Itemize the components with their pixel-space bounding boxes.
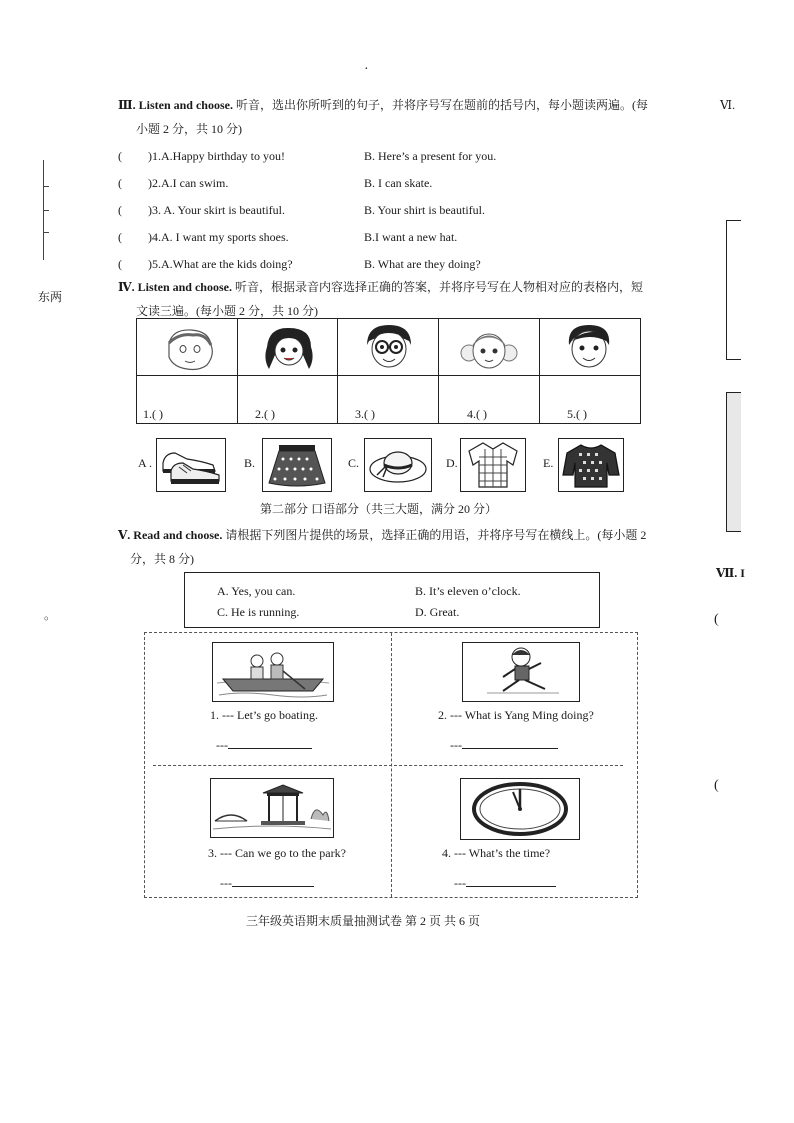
cropped-picture (726, 220, 741, 360)
answer-slot-3[interactable]: 3.( ) (355, 407, 375, 421)
faces-table (136, 318, 641, 424)
option-label-b: B. (244, 456, 256, 470)
running-boy-icon (463, 643, 579, 701)
choice-b: B. It’s eleven o’clock. (415, 584, 521, 598)
answer-slot-5[interactable]: 5.( ) (567, 407, 587, 421)
question-1: 1. --- Let’s go boating. (210, 708, 318, 722)
answer-line-1[interactable] (216, 736, 312, 753)
boating-icon (213, 643, 333, 701)
section3-title-line2: 小题 2 分，共 10 分) (136, 122, 242, 136)
option-a: )4.A. I want my sports shoes. (148, 230, 289, 244)
option-label-c: C. (348, 456, 360, 470)
section4-title-line2: 文读三遍。(每小题 2 分，共 10 分) (136, 304, 318, 318)
answer-paren[interactable]: ( (118, 257, 122, 271)
choices-box (184, 572, 600, 628)
option-b: B. I can skate. (364, 176, 433, 190)
boating-picture (212, 642, 334, 702)
sweater-icon (559, 439, 623, 491)
answer-prefix: --- (216, 738, 228, 752)
right-paren: ( (714, 778, 719, 793)
option-a: )1.A.Happy birthday to you! (148, 149, 285, 163)
option-a: )2.A.I can swim. (148, 176, 229, 190)
answer-slot-1[interactable]: 1.( ) (143, 407, 163, 421)
question-2: 2. --- What is Yang Ming doing? (438, 708, 594, 722)
answer-paren[interactable]: ( (118, 149, 122, 163)
choice-c: C. He is running. (217, 605, 300, 619)
section4-title (118, 278, 678, 295)
section4-title-en: Ⅳ. Listen and choose. (118, 280, 232, 294)
binding-tick (43, 232, 49, 233)
list-item (118, 203, 285, 218)
sports-shoes-icon (157, 439, 225, 491)
answer-prefix: --- (220, 876, 232, 890)
option-a: )3. A. Your skirt is beautiful. (148, 203, 286, 217)
answer-prefix: --- (450, 738, 462, 752)
answer-slot-2[interactable]: 2.( ) (255, 407, 275, 421)
option-b: B.I want a new hat. (364, 230, 458, 244)
question-3: 3. --- Can we go to the park? (208, 846, 346, 860)
answer-paren[interactable]: ( (118, 230, 122, 244)
answer-prefix: --- (454, 876, 466, 890)
boy-face-icon (559, 323, 619, 371)
margin-dot: 。 (44, 608, 57, 622)
list-item (118, 230, 289, 245)
part2-heading (260, 500, 497, 517)
section5-title (118, 526, 678, 543)
choice-d: D. Great. (415, 605, 460, 619)
option-label-a: A . (138, 456, 153, 470)
answer-line-4[interactable] (454, 874, 556, 891)
park-picture (210, 778, 334, 838)
answer-paren[interactable]: ( (118, 203, 122, 217)
top-dot: · (364, 62, 369, 77)
list-item (118, 149, 285, 164)
choice-a: A. Yes, you can. (217, 584, 296, 598)
section5-title-cn: 请根据下列图片提供的场景，选择正确的用语，并将序号写在横线上。(每小题 2 (222, 528, 647, 542)
skirt-icon (263, 439, 331, 491)
list-item (118, 176, 228, 191)
page-footer: 三年级英语期末质量抽测试卷 第 2 页 共 6 页 (246, 914, 481, 928)
part2-label: 第二部分 口语部分（共三大题，满分 20 分） (260, 502, 498, 516)
binding-tick (43, 210, 49, 211)
right-section-label: Ⅶ. I (716, 566, 745, 580)
option-label-d: D. (446, 456, 458, 470)
shirt-picture (460, 438, 526, 492)
section4-title-cn: 听音，根据录音内容选择正确的答案，并将序号写在人物相对应的表格内，短 (231, 280, 643, 294)
section5-title-line2: 分，共 8 分) (130, 552, 194, 566)
skirt-picture (262, 438, 332, 492)
answer-slot-4[interactable]: 4.( ) (467, 407, 487, 421)
sports-shoes-picture (156, 438, 226, 492)
girl-face-icon (259, 325, 319, 371)
option-b: B. Here’s a present for you. (364, 149, 497, 163)
right-paren: ( (714, 612, 719, 627)
boy-glasses-face-icon (359, 323, 419, 371)
hat-icon (365, 439, 431, 491)
sweater-picture (558, 438, 624, 492)
boy-face-icon (159, 325, 219, 371)
hat-picture (364, 438, 432, 492)
running-picture (462, 642, 580, 702)
option-b: B. What are they doing? (364, 257, 481, 271)
answer-line-2[interactable] (450, 736, 558, 753)
girl-pigtails-face-icon (459, 325, 519, 371)
clock-picture (460, 778, 580, 840)
cropped-picture (726, 392, 741, 532)
margin-text: 东两 (38, 290, 63, 304)
option-b: B. Your shirt is beautiful. (364, 203, 486, 217)
binding-tick (43, 186, 49, 187)
shirt-icon (461, 439, 525, 491)
section3-title-en: Ⅲ. Listen and choose. (118, 98, 233, 112)
option-a: )5.A.What are the kids doing? (148, 257, 293, 271)
option-label-e: E. (543, 456, 554, 470)
question-4: 4. --- What’s the time? (442, 846, 551, 860)
answer-line-3[interactable] (220, 874, 314, 891)
pavilion-icon (211, 779, 333, 837)
list-item (118, 257, 293, 272)
section3-title-cn: 听音，选出你所听到的句子，并将序号写在题前的括号内，每小题读两遍。(每 (232, 98, 648, 112)
clock-icon (461, 779, 579, 839)
answer-paren[interactable]: ( (118, 176, 122, 190)
section3-title (118, 96, 678, 113)
section5-title-en: Ⅴ. Read and choose. (118, 528, 223, 542)
right-section-label: Ⅵ. (720, 98, 736, 112)
